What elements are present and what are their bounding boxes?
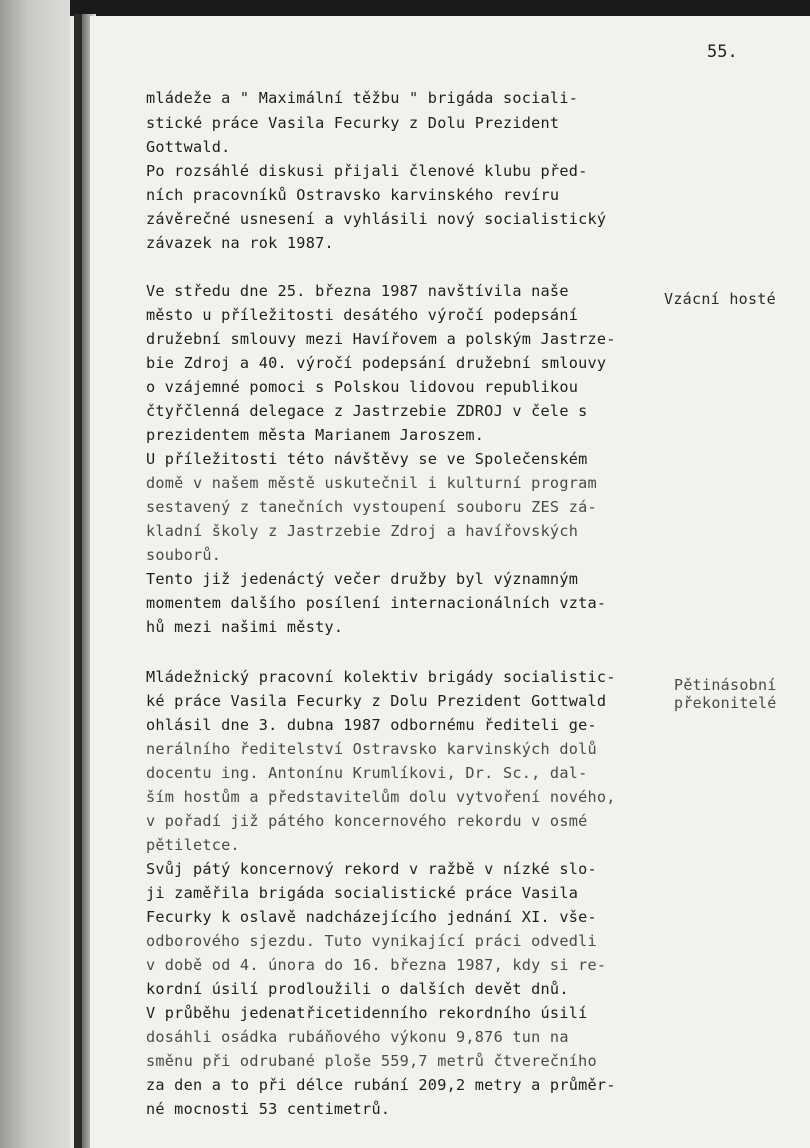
page-number: 55. bbox=[707, 42, 738, 62]
text-line: souborů. bbox=[146, 546, 222, 564]
text-line: za den a to při délce rubání 209,2 metry a průměr- bbox=[146, 1076, 616, 1094]
text-line: Mládežnický pracovní kolektiv brigády socialistic- bbox=[146, 668, 616, 686]
text-line: docentu ing. Antonínu Krumlíkovi, Dr. Sc., dal- bbox=[146, 764, 588, 782]
text-line: Fecurky k oslavě nadcházejícího jednání XI. vše- bbox=[146, 908, 597, 926]
text-line: kordní úsilí prodloužili o dalších devět dnů. bbox=[146, 980, 569, 998]
text-line: závazek na rok 1987. bbox=[146, 234, 334, 252]
text-line: sestavený z tanečních vystoupení souboru ZES zá- bbox=[146, 498, 597, 516]
text-line: mládeže a " Maximální těžbu " brigáda sociali- bbox=[146, 89, 579, 107]
text-line: né mocnosti 53 centimetrů. bbox=[146, 1100, 391, 1118]
text-line: družební smlouvy mezi Havířovem a polským Jastrze- bbox=[146, 330, 616, 348]
text-line: kladní školy z Jastrzebie Zdroj a havířovských bbox=[146, 522, 579, 540]
text-line: o vzájemné pomoci s Polskou lidovou republikou bbox=[146, 378, 579, 396]
text-line: v pořadí již pátého koncernového rekordu v osmé bbox=[146, 812, 588, 830]
text-line: závěrečné usnesení a vyhlásili nový socialistický bbox=[146, 210, 607, 228]
text-line: město u příležitosti desátého výročí podepsání bbox=[146, 306, 579, 324]
text-line: V průběhu jedenatřicetidenního rekordního úsilí bbox=[146, 1004, 588, 1022]
text-line: Svůj pátý koncernový rekord v ražbě v nízké slo- bbox=[146, 860, 597, 878]
margin-note: překonitelé bbox=[674, 694, 777, 712]
text-line: momentem dalšího posílení internacionálních vzta- bbox=[146, 594, 607, 612]
text-line: hů mezi našimi městy. bbox=[146, 618, 344, 636]
text-line: Gottwald. bbox=[146, 138, 231, 156]
text-line: Ve středu dne 25. března 1987 navštívila naše bbox=[146, 282, 569, 300]
text-line: ohlásil dne 3. dubna 1987 odbornému řediteli ge- bbox=[146, 716, 597, 734]
text-line: stické práce Vasila Fecurky z Dolu Prezident bbox=[146, 114, 560, 132]
text-line: pětiletce. bbox=[146, 836, 240, 854]
text-line: nerálního ředitelství Ostravsko karvinských dolů bbox=[146, 740, 597, 758]
margin-note: Vzácní hosté bbox=[664, 290, 776, 308]
text-line: v době od 4. února do 16. března 1987, kdy si re- bbox=[146, 956, 607, 974]
scan-top-border bbox=[0, 0, 810, 16]
text-line: domě v našem městě uskutečnil i kulturní program bbox=[146, 474, 597, 492]
margin-note: Pětinásobní bbox=[674, 676, 777, 694]
text-line: odborového sjezdu. Tuto vynikající práci odvedli bbox=[146, 932, 597, 950]
scan-left-margin bbox=[0, 0, 70, 1148]
text-line: U příležitosti této návštěvy se ve Společenském bbox=[146, 450, 588, 468]
text-line: bie Zdroj a 40. výročí podepsání družební smlouvy bbox=[146, 354, 607, 372]
text-line: Tento již jedenáctý večer družby byl významným bbox=[146, 570, 579, 588]
text-line: prezidentem města Marianem Jaroszem. bbox=[146, 426, 485, 444]
text-line: směnu při odrubané ploše 559,7 metrů čtverečního bbox=[146, 1052, 597, 1070]
text-line: ším hostům a představitelům dolu vytvoření nového, bbox=[146, 788, 616, 806]
book-binding-edge bbox=[74, 14, 82, 1148]
text-line: ké práce Vasila Fecurky z Dolu Prezident Gottwald bbox=[146, 692, 607, 710]
text-line: ních pracovníků Ostravsko karvinského revíru bbox=[146, 186, 560, 204]
text-line: dosáhli osádka rubáňového výkonu 9,876 tun na bbox=[146, 1028, 569, 1046]
text-line: čtyřčlenná delegace z Jastrzebie ZDROJ v čele s bbox=[146, 402, 588, 420]
text-line: Po rozsáhlé diskusi přijali členové klubu před- bbox=[146, 162, 588, 180]
text-line: ji zaměřila brigáda socialistické práce Vasila bbox=[146, 884, 579, 902]
